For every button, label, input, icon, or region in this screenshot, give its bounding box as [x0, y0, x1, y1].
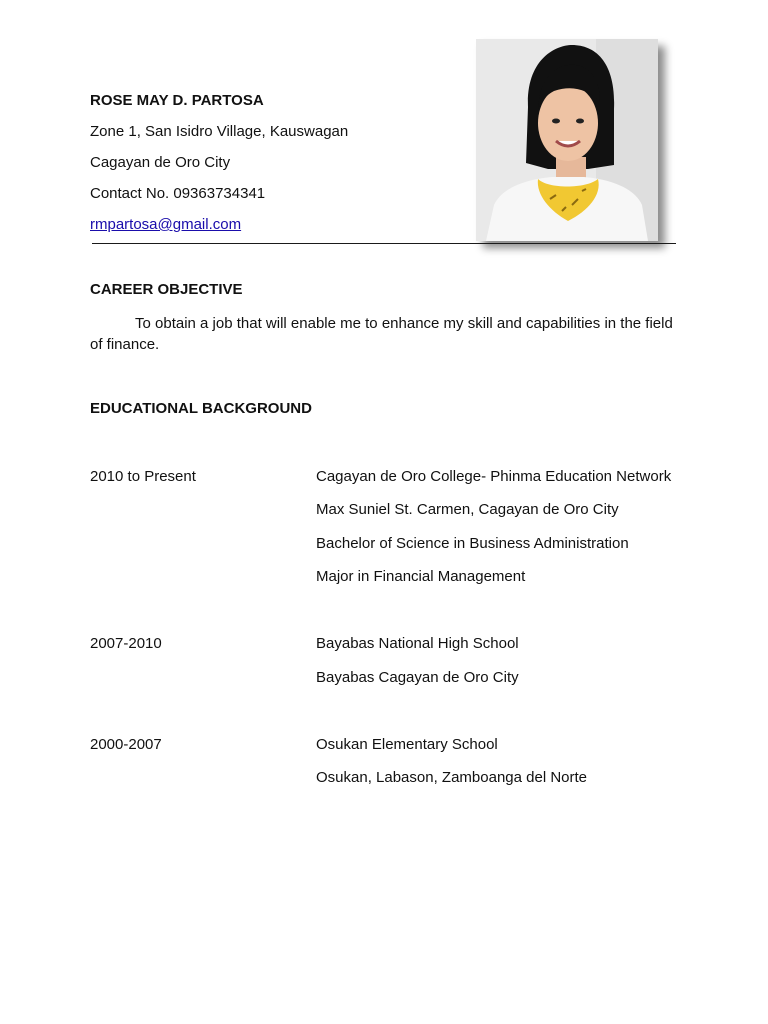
- career-objective-heading: CAREER OBJECTIVE: [90, 281, 243, 298]
- address-line-1: Zone 1, San Isidro Village, Kauswagan: [90, 123, 349, 140]
- school-name: Bayabas National High School: [316, 635, 519, 652]
- career-objective-text: To obtain a job that will enable me to enhance my skill and capabilities in the field of finance.: [90, 315, 673, 353]
- school-address: Osukan, Labason, Zamboanga del Norte: [316, 769, 588, 786]
- major: Major in Financial Management: [316, 568, 526, 585]
- education-period: 2010 to Present: [90, 468, 196, 485]
- school-address: Bayabas Cagayan de Oro City: [316, 669, 519, 686]
- education-period: 2007-2010: [90, 635, 162, 652]
- school-address: Max Suniel St. Carmen, Cagayan de Oro City: [316, 501, 619, 518]
- school-name: Cagayan de Oro College- Phinma Education Network: [316, 468, 672, 485]
- degree: Bachelor of Science in Business Administration: [316, 535, 629, 552]
- portrait-illustration: [476, 39, 658, 241]
- applicant-name: ROSE MAY D. PARTOSA: [90, 92, 264, 109]
- header-divider: [92, 243, 676, 244]
- profile-photo: [476, 39, 658, 241]
- education-period: 2000-2007: [90, 736, 162, 753]
- address-line-2: Cagayan de Oro City: [90, 154, 231, 171]
- school-name: Osukan Elementary School: [316, 736, 498, 753]
- education-heading: EDUCATIONAL BACKGROUND: [90, 400, 312, 417]
- email-link[interactable]: rmpartosa@gmail.com: [90, 216, 242, 233]
- contact-number: Contact No. 09363734341: [90, 185, 266, 202]
